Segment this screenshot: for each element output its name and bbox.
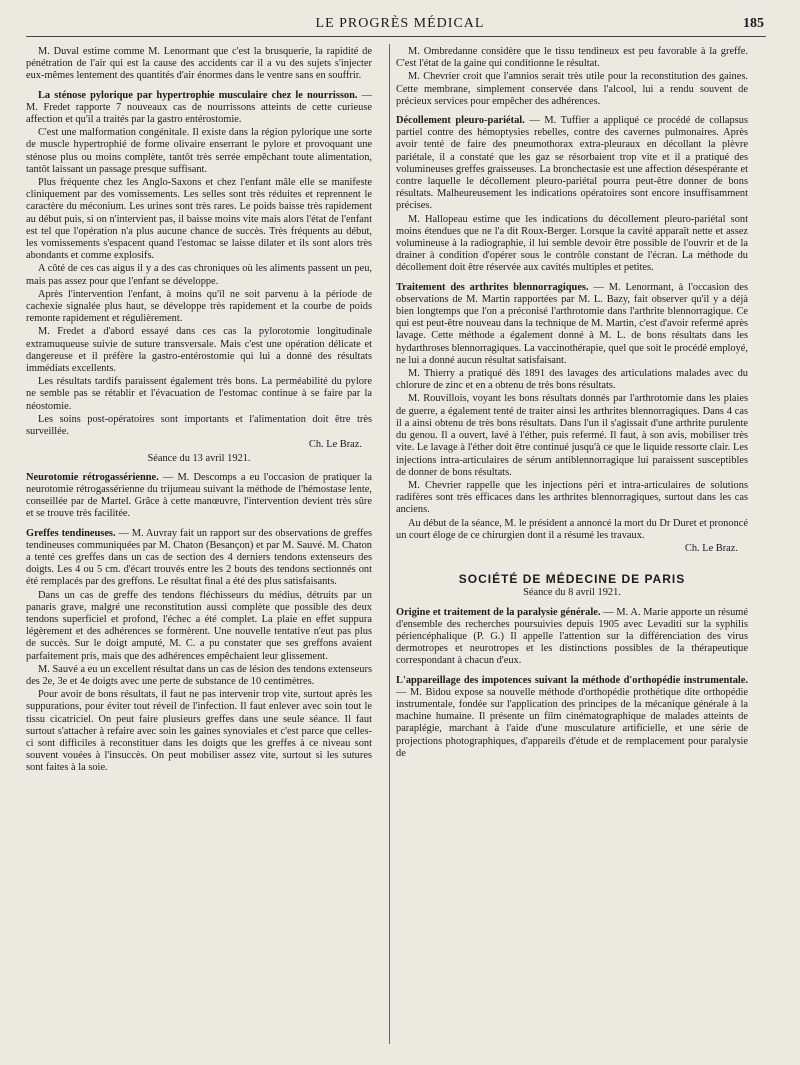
- signature: Ch. Le Braz.: [308, 439, 362, 451]
- paragraph: M. Ombredanne considère que le tissu tendineux est peu favorable à la greffe. C'est l'état de la gaine qui conditionne le résultat.: [396, 46, 748, 70]
- section-heading: Neurotomie rétrogassérienne.: [26, 471, 159, 483]
- right-column: [396, 46, 748, 761]
- paragraph: Après l'intervention l'enfant, à moins qu'il ne soit parvenu à la période de cachexie signalée plus haut, se développe très rapidement et la courbe de poids remonte rapidement et régulièrement.: [26, 288, 372, 325]
- paragraph: Les soins post-opératoires sont importants et l'alimentation doit être très surveillée.: [26, 413, 372, 438]
- section-text: — M. Lenormant, à l'occasion des observations de M. Martin rapportées par M. L. Bazy, fait observer qu'il y a déjà bien longtemps que l'on a préconisé l'arthrotomie dans l'arthrite blennorragique. Ce qui est peut-être nouveau dans la technique de M. Martin, c'est d'avoir refermé après lavage. Cette méthode a également donné à M. L. de bons résultats dans les hydarthroses blennorragiques. La vaccinothérapie, quel que soit le procédé employé, ne lui a donné aucun résultat satisfaisant.: [396, 281, 748, 366]
- paragraph: M. Chevrier rappelle que les injections péri et intra-articulaires de solutions radifères sont très efficaces dans les arthrites blennorragiques, surtout dans les cas anciens.: [396, 479, 748, 516]
- paragraph: M. Sauvé a eu un excellent résultat dans un cas de lésion des tendons extenseurs des 2e, 3e et 4e doigts avec une perte de substance de 10 centimètres.: [26, 663, 372, 687]
- paragraph: M. Fredet a d'abord essayé dans ces cas la pylorotomie longitudinale extramuqueuse suivie de suture transversale. Mais c'est une opération délicate et dangereuse et il préfère la gastro-entérostomie qui lui a donné des résultats immédiats excellents.: [26, 326, 372, 375]
- section-text: — M. Bidou expose sa nouvelle méthode d'orthopédie prothétique dite orthopédie instrumentale, fondée sur l'application des principes de la mécanique générale à la machine humaine. Il présente un film cinématographique de malades atteints de paraplégie, marchant à l'aide d'une musculature artificielle, et une série de projections photographiques, d'appareils d'étude et de remplacement pour paralysie de: [396, 686, 748, 759]
- section-paragraph: [396, 115, 748, 213]
- page-header: [0, 14, 800, 38]
- left-column: [26, 46, 372, 776]
- paragraph: Au début de la séance, M. le président a annoncé la mort du Dr Duret et prononcé un court éloge de ce chirurgien dont il a résumé les travaux.: [396, 517, 748, 541]
- paragraph: M. Chevrier croit que l'amnios serait très utile pour la reconstitution des gaines. Cette membrane, simplement conservée dans l'alcool, lui a rendu souvent de précieux services pour empêcher des adhérences.: [396, 71, 748, 107]
- section-paragraph: [26, 528, 372, 589]
- section-text: — M. A. Marie apporte un résumé d'ensemble des recherches poursuivies depuis 1905 avec Levaditi sur la syphilis périencéphalique (P. G.) Il appelle l'attention sur la différenciation des virus dermotropes et neurotropes et les distinctions possibles de la thérapeutique correspondant à chacun d'eux.: [396, 606, 748, 667]
- section-heading: Traitement des arthrites blennorragiques.: [396, 281, 589, 293]
- signature: Ch. Le Braz.: [684, 542, 738, 554]
- section-text: — M. Tuffier a appliqué ce procédé de collapsus partiel contre des hémoptysies rebelles, contre des cavernes pulmonaires. Après avoir tenté de faire des pneumothorax extra-pleuraux en décollant la plèvre pariétale, il a constaté que les gaz se résorbaient trop vite et il a pratiqué des volumineuses greffes graisseuses. La bronchectasie est une affection désespérante et contre laquelle le décollement pleuro-pariétal pourra peut-être donner de bons résultats. Malheureusement les indications opératoires sont encore insuffisamment précises.: [396, 115, 748, 212]
- header-rule: [26, 36, 766, 37]
- page-number: 185: [743, 16, 764, 31]
- paragraph: Pour avoir de bons résultats, il faut ne pas intervenir trop vite, surtout après les suppurations, pour éviter tout réveil de l'infection. Il faut enlever avec soin tout le tissu cicatriciel. On peut faire plusieurs greffes dans une seule séance. Il faut surtout s'attacher à refaire avec soin les gaines synoviales et c'est parce que celles-ci sont difficiles à reconstituer dans les doigts que les greffes à ce niveau sont souvent vouées à l'insuccès. On peut mobiliser assez vite, surtout si les sutures sont faites à la soie.: [26, 689, 372, 774]
- section-text: — M. Descomps a eu l'occasion de pratiquer la neurotomie rétrogassérienne du trijumeau suivant la méthode de l'hémostase lente, conseillée par de Martel. Grâce à cette manœuvre, l'intervention devient très sûre et se trouve très facilitée.: [26, 471, 372, 520]
- section-paragraph: [396, 607, 748, 668]
- section-paragraph: [26, 472, 372, 521]
- paragraph: C'est une malformation congénitale. Il existe dans la région pylorique une sorte de muscle hypertrophié de forme olivaire enserrant le pylore et provoquant une sténose plus ou moins complète, tantôt très serrée empêchant toute alimentation, tantôt laissant un passage presque suffisant.: [26, 127, 372, 175]
- paragraph: M. Thierry a pratiqué dès 1891 des lavages des articulations malades avec du chlorure de zinc et en a obtenu de très bons résultats.: [396, 368, 748, 392]
- section-heading: L'appareillage des impotences suivant la méthode d'orthopédie instrumentale.: [396, 674, 748, 686]
- journal-title: LE PROGRÈS MÉDICAL: [315, 16, 485, 31]
- paragraph: M. Rouvillois, voyant les bons résultats donnés par l'arthrotomie dans les plaies de guerre, a également tenté de traiter ainsi les arthrites blennorragiques. Dans 4 cas il a ainsi obtenu de très bons résultats. Dans l'un il s'agissait d'une arthrite purulente du genou. Il a ouvert, lavé à l'éther, puis refermé. Il faut, à son avis, mobiliser très vite. Le lavage à l'éther doit être continué jusqu'à ce que le liquide ressorte clair. Les injections intra-articulaires de sérum antiblennorragique lui paraissent susceptibles de donner de bons résultats.: [396, 393, 748, 478]
- column-divider: [389, 44, 390, 1044]
- section-heading: Greffes tendineuses.: [26, 527, 116, 539]
- section-heading: La sténose pylorique par hypertrophie musculaire chez le nourrisson.: [38, 89, 358, 101]
- paragraph: A côté de ces cas aigus il y a des cas chroniques où les aliments passent un peu, mais pas assez pour que l'enfant se développe.: [26, 263, 372, 287]
- section-paragraph: [26, 90, 372, 127]
- section-heading: Origine et traitement de la paralysie générale.: [396, 606, 601, 618]
- section-text: — M. Fredet rapporte 7 nouveaux cas de nourrissons atteints de cette curieuse affection et qu'il a traités par la gastro entérostomie.: [26, 89, 372, 126]
- paragraph: M. Hallopeau estime que les indications du décollement pleuro-pariétal sont moins étendues que ne l'a dit Roux-Berger. Lorsque la cavité apparaît nette et assez volumineuse à la radiographie, il lui semble devoir être possible de l'ouvrir et de la drainer à condition d'opérer sous le contrôle constant de l'écran. La méthode du décollement doit être réservée aux cavités multiples et petites.: [396, 213, 748, 274]
- paragraph: Dans un cas de greffe des tendons fléchisseurs du médius, détruits par un panaris grave, malgré une reconstitution aussi complète que possible des deux tendons superficiel et profond, l'échec a été complet. La plaie en effet suppura légèrement et des adhérences se formèrent. Une nouvelle tentative n'eut pas plus de succès. Sur le doigt amputé, M. C. a pu constater que ses greffons avaient parfaitement pris, mais que des adhérences empêchaient leur glissement.: [26, 589, 372, 662]
- section-heading: Décollement pleuro-pariétal.: [396, 115, 525, 127]
- section-paragraph: [396, 282, 748, 367]
- paragraph: M. Duval estime comme M. Lenormant que c'est la brusquerie, la rapidité de pénétration de l'air qui est la cause des accidents car il a vu des sujets s'injecter eux-mêmes lentement des quantités d'air énormes dans le ventre sans en souffrir.: [26, 46, 372, 82]
- session-date: Séance du 8 avril 1921.: [523, 587, 621, 599]
- society-heading: SOCIÉTÉ DE MÉDECINE DE PARIS: [458, 572, 686, 587]
- session-date: Séance du 13 avril 1921.: [147, 452, 251, 464]
- section-text: — M. Auvray fait un rapport sur des observations de greffes tendineuses communiquées par M. Chaton (Besançon) et par M. Sauvé. M. Chaton a tenté ces greffes dans un cas de section des 4 derniers tendons extenseurs des doigts. Les 4 ou 5 cm. d'écart trouvés entre les 2 bouts des tendons sectionnés ont été remplacés par des greffons. Le résultat final a été des plus satisfaisants.: [26, 527, 372, 588]
- section-paragraph: [396, 675, 748, 760]
- paragraph: Les résultats tardifs paraissent également très bons. La perméabilité du pylore ne semble pas se rétablir et l'évacuation de l'estomac continue à se faire par la néostomie.: [26, 376, 372, 412]
- paragraph: Plus fréquente chez les Anglo-Saxons et chez l'enfant mâle elle se manifeste cliniquement par des vomissements. Les selles sont très réduites et reprennent le caractère du méconium. Les urines sont très rares. Le poids baisse très rapidement au début puis, si on n'intervient pas, il baisse moins vite mais alors l'état de l'enfant est tel que l'opération n'a plus aucune chance de succès. Très fréquents au début, les vomissements s'espacent quand l'estomac se laisse dilater et ils sont alors très abondants et comme explosifs.: [26, 177, 372, 262]
